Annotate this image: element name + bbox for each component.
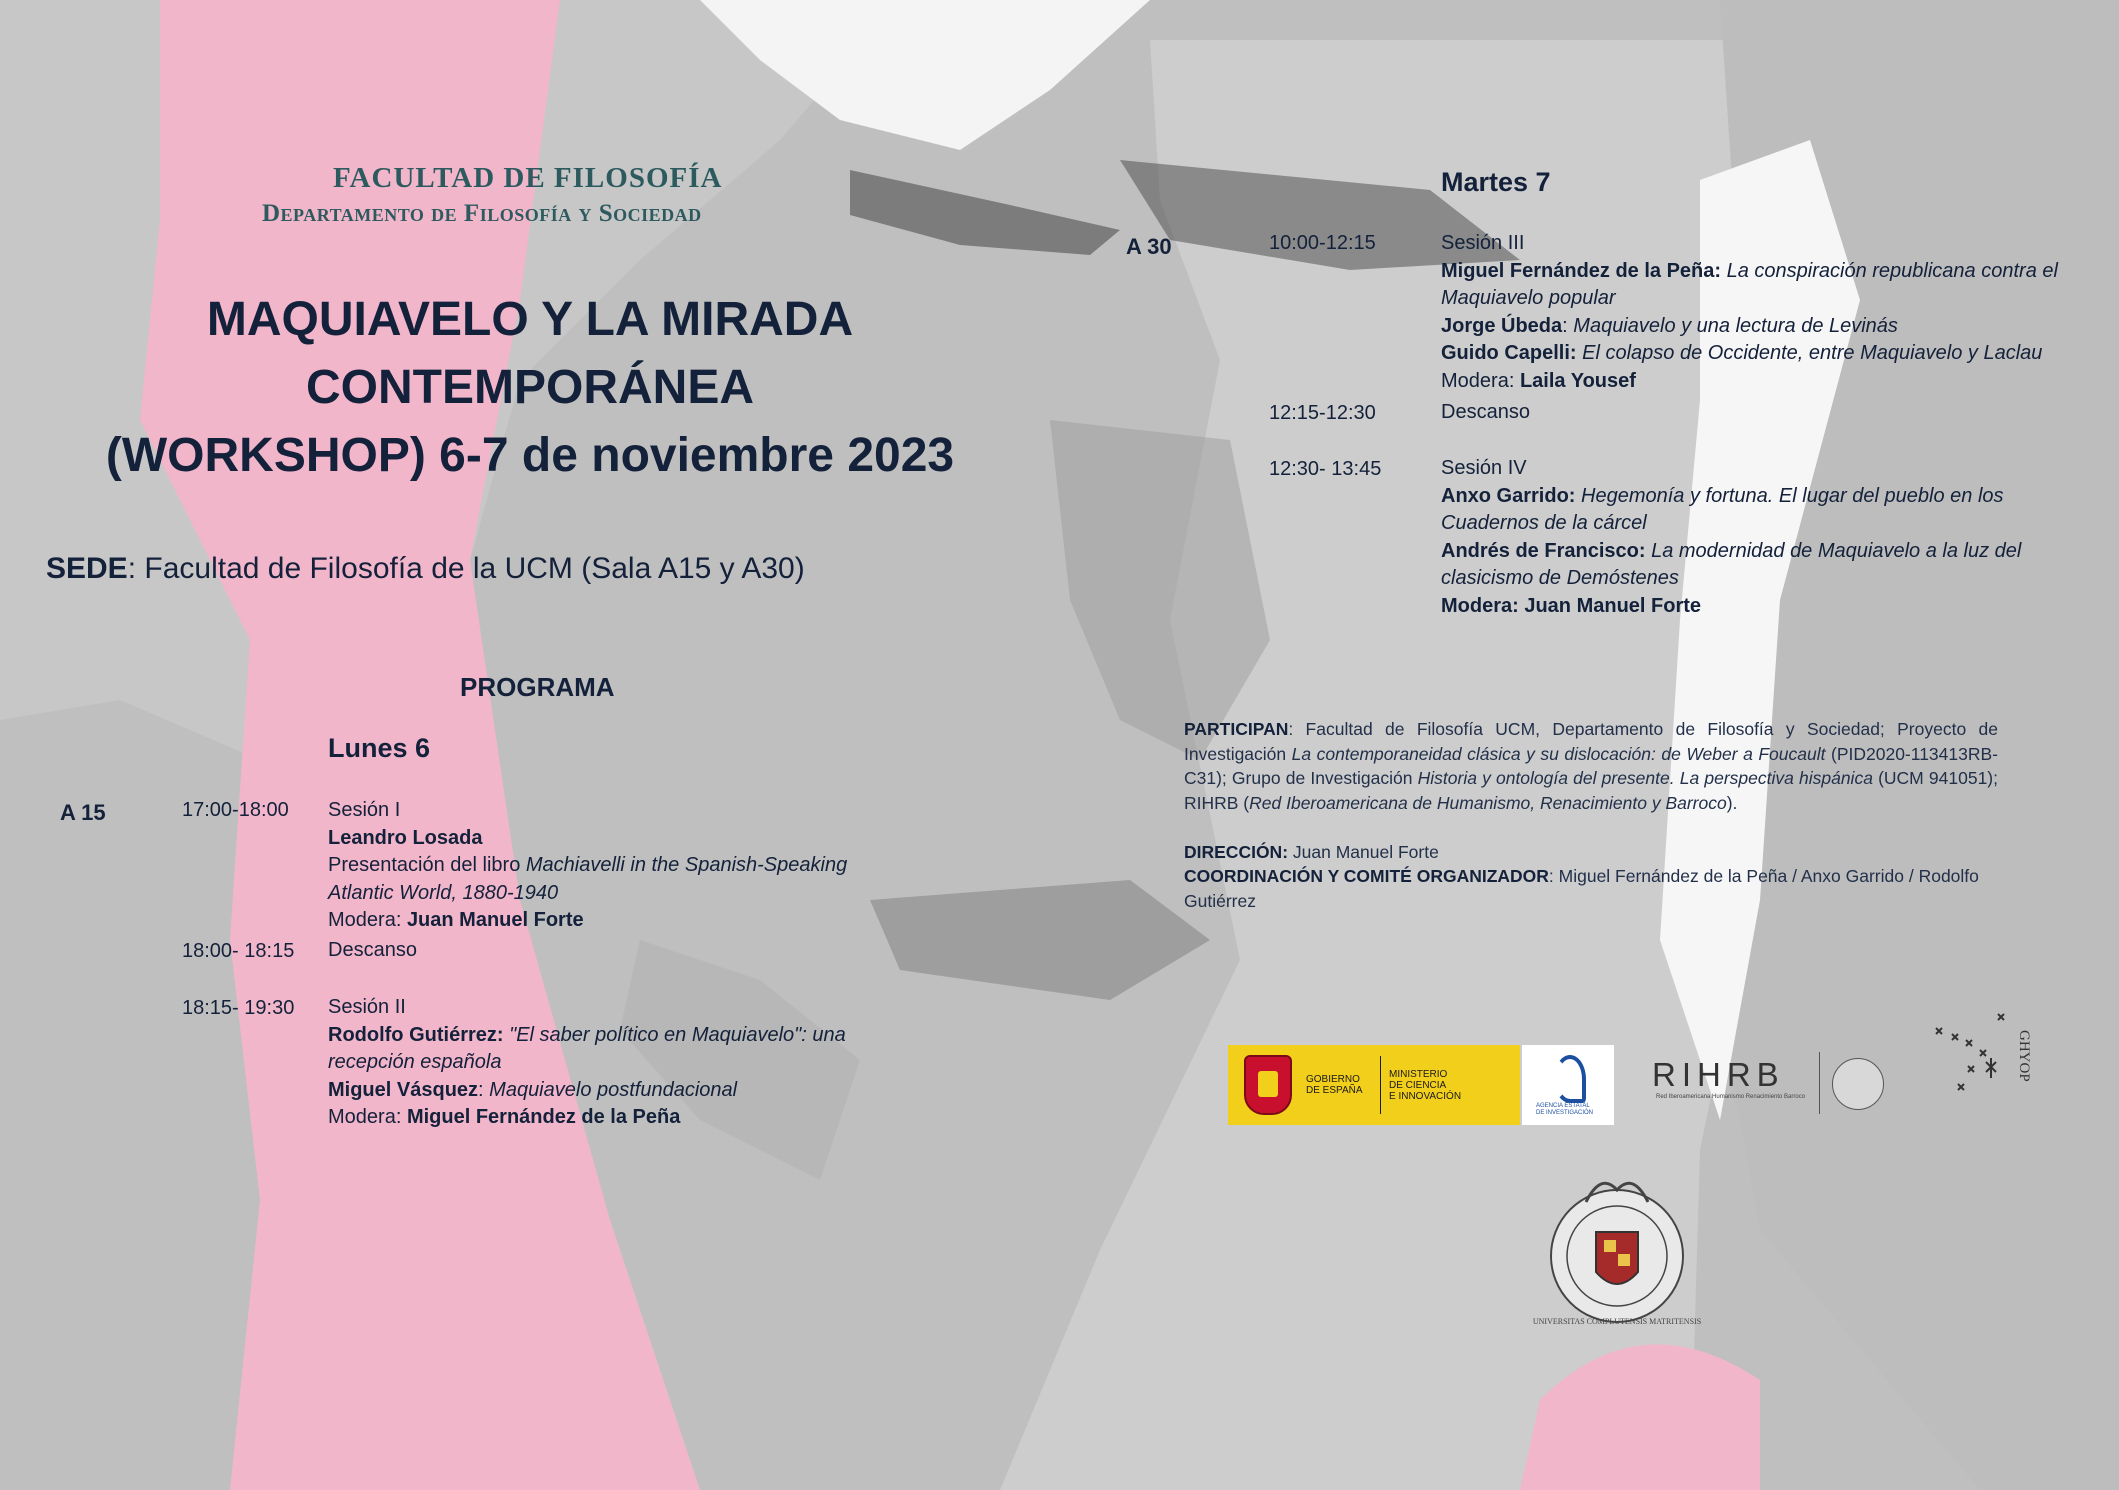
venue-label: SEDE <box>46 552 128 585</box>
aei-logo <box>1522 1045 1614 1125</box>
direction-line <box>1184 840 1998 865</box>
moderator-name: Laila Yousef <box>1519 369 1636 392</box>
participants-label: PARTICIPAN <box>1184 719 1289 739</box>
speaker-name: Jorge Úbeda <box>1441 314 1563 337</box>
speaker-name: Leandro Losada <box>328 826 483 849</box>
talk-title-line1: La conspiración republicana contra el <box>1726 259 2058 282</box>
coordination-label: COORDINACIÓN Y COMITÉ ORGANIZADOR <box>1184 866 1549 886</box>
talk-title-line2: Maquiavelo popular <box>1441 287 1616 309</box>
speaker-name: Anxo Garrido: <box>1441 484 1576 507</box>
coordination-line <box>1184 864 1998 913</box>
logo-divider <box>1380 1056 1381 1114</box>
event-title <box>70 286 990 490</box>
faculty-name: FACULTAD DE FILOSOFÍA <box>333 162 723 194</box>
session-label: Sesión III <box>1441 232 1525 254</box>
speaker-name: Guido Capelli: <box>1441 342 1577 364</box>
talk-title-line2: recepción española <box>328 1051 502 1073</box>
session-label: Sesión IV <box>1441 457 1527 479</box>
direction-label: DIRECCIÓN: <box>1184 842 1289 862</box>
tuesday-heading: Martes 7 <box>1441 167 1551 197</box>
tuesday-slot1-details: Sesión III Miguel Fernández de la Peña: La conspiración republicana contra el Maquiavelo popular Jorge Úbeda: Maquiavelo y una lectura de Levinás Guido Capelli: El colapso de Occidente, entre Maquiavelo y Laclau Modera: Laila Yousef <box>1441 230 2081 395</box>
talk-title: Maquiavelo y una lectura de Levinás <box>1573 314 1898 337</box>
title-line-3: (WORKSHOP) 6-7 de noviembre 2023 <box>105 429 955 482</box>
rihrb-name: RIHRB <box>1652 1056 1785 1093</box>
department-name: Departamento de Filosofía y Sociedad <box>262 200 702 227</box>
gobierno-text: GOBIERNO DE ESPAÑA <box>1306 1074 1363 1096</box>
talk-title-line2: Cuadernos de la cárcel <box>1441 512 1647 534</box>
participants-paragraph <box>1184 717 1998 815</box>
tuesday-slot2-details <box>1441 455 2081 620</box>
talk-title-line1: La modernidad de Maquiavelo a la luz del <box>1651 539 2022 562</box>
title-line-2: CONTEMPORÁNEA <box>305 361 754 414</box>
speaker-name: Rodolfo Gutiérrez: <box>328 1023 504 1046</box>
network-name: Red Iberoamericana de Humanismo, Renacimiento y Barroco <box>1249 792 1727 813</box>
rihrb-logo <box>1652 1052 1892 1116</box>
moderator-label: Modera: <box>328 909 407 931</box>
moderator-label: Modera: <box>328 1106 407 1128</box>
program-heading: PROGRAMA <box>460 672 615 702</box>
rihrb-subtitle: Red Iberoamericana Humanismo Renacimiento Barroco <box>1656 1094 1806 1100</box>
monday-slot2-details: Sesión II Rodolfo Gutiérrez: "El saber político en Maquiavelo": una recepción española Miguel Vásquez: Maquiavelo postfundacional Modera: Miguel Fernández de la Peña <box>328 994 888 1132</box>
coordination-value: : Miguel Fernández de la Peña / Anxo Garrido / Rodolfo Gutiérrez <box>1184 866 1979 911</box>
monday-slot1-time: 17:00-18:00 <box>182 799 289 821</box>
presentation-prefix: Presentación del libro <box>328 854 526 876</box>
moderator-label: Modera: <box>1441 369 1520 392</box>
talk-title-line2: clasicismo de Demóstenes <box>1441 567 1679 589</box>
talk-title-line1: "El saber político en Maquiavelo": una <box>509 1023 846 1046</box>
research-group-title: Historia y ontología del presente. La perspectiva hispánica <box>1417 768 1873 788</box>
monday-break-time: 18:00- 18:15 <box>182 940 295 962</box>
session-label: Sesión I <box>328 799 401 821</box>
speaker-name: Miguel Vásquez <box>328 1078 479 1101</box>
venue <box>46 552 805 586</box>
ministerio-text: MINISTERIO DE CIENCIA E INNOVACIÓN <box>1389 1068 1462 1102</box>
monday-break-label: Descanso <box>328 939 417 961</box>
title-line-1: MAQUIAVELO Y LA MIRADA <box>206 293 854 346</box>
participants-text: : Facultad de Filosofía UCM, Departamento de Filosofía y Sociedad; Proyecto de Investigación <box>1184 719 1998 764</box>
logo-divider <box>1819 1052 1820 1114</box>
venue-text: : Facultad de Filosofía de la UCM (Sala A15 y A30) <box>127 552 805 585</box>
tuesday-room: A 30 <box>1126 234 1172 259</box>
ghyop-text: GHYOP <box>2016 1030 2032 1082</box>
participants-text: (UCM 941051); RIHRB ( <box>1184 768 1998 813</box>
tuesday-break-time: 12:15-12:30 <box>1269 402 1376 424</box>
monday-slot1-details <box>328 797 888 935</box>
monday-slot2-time: 18:15- 19:30 <box>182 997 295 1019</box>
moderator-line: Modera: Juan Manuel Forte <box>1441 594 1702 617</box>
speaker-name: Miguel Fernández de la Peña: <box>1441 259 1722 282</box>
session-label: Sesión II <box>328 996 406 1018</box>
speaker-name: Andrés de Francisco: <box>1441 539 1646 562</box>
project-title: La contemporaneidad clásica y su dislocación: de Weber a Foucault <box>1291 743 1826 764</box>
tuesday-slot1-time: 10:00-12:15 <box>1269 232 1376 254</box>
book-title-line2: Atlantic World, 1880-1940 <box>328 881 559 904</box>
aei-label: AGENCIA ESTATAL DE INVESTIGACIÓN <box>1536 1103 1594 1116</box>
tuesday-break-label: Descanso <box>1441 401 1530 423</box>
tuesday-slot2-time: 12:30- 13:45 <box>1269 458 1382 480</box>
ucm-seal-text: UNIVERSITAS COMPLUTENSIS MATRITENSIS <box>1532 1317 1702 1326</box>
monday-heading: Lunes 6 <box>328 733 431 763</box>
participants-text: (PID2020-113413RB-C31); Grupo de Investigación <box>1184 743 1998 788</box>
spain-coat-of-arms-icon <box>1244 1055 1292 1115</box>
aei-mark-icon <box>1554 1055 1586 1103</box>
talk-title-line1: Hegemonía y fortuna. El lugar del pueblo en los <box>1581 484 2004 507</box>
moderator-name: Miguel Fernández de la Peña <box>406 1106 681 1128</box>
gobierno-ministerio-logo <box>1228 1045 1520 1125</box>
book-title-line1: Machiavelli in the Spanish-Speaking <box>525 854 848 876</box>
monday-room: A 15 <box>60 800 106 825</box>
ghyop-logo <box>1928 1010 2038 1122</box>
talk-title: El colapso de Occidente, entre Maquiavelo y Laclau <box>1582 342 2043 364</box>
participants-text: ). <box>1726 792 1738 813</box>
ucm-seal-logo <box>1532 1172 1702 1330</box>
talk-title: Maquiavelo postfundacional <box>489 1078 738 1101</box>
portrait-medallion-icon <box>1832 1058 1884 1110</box>
direction-value: Juan Manuel Forte <box>1288 842 1439 862</box>
moderator-name: Juan Manuel Forte <box>406 909 584 931</box>
